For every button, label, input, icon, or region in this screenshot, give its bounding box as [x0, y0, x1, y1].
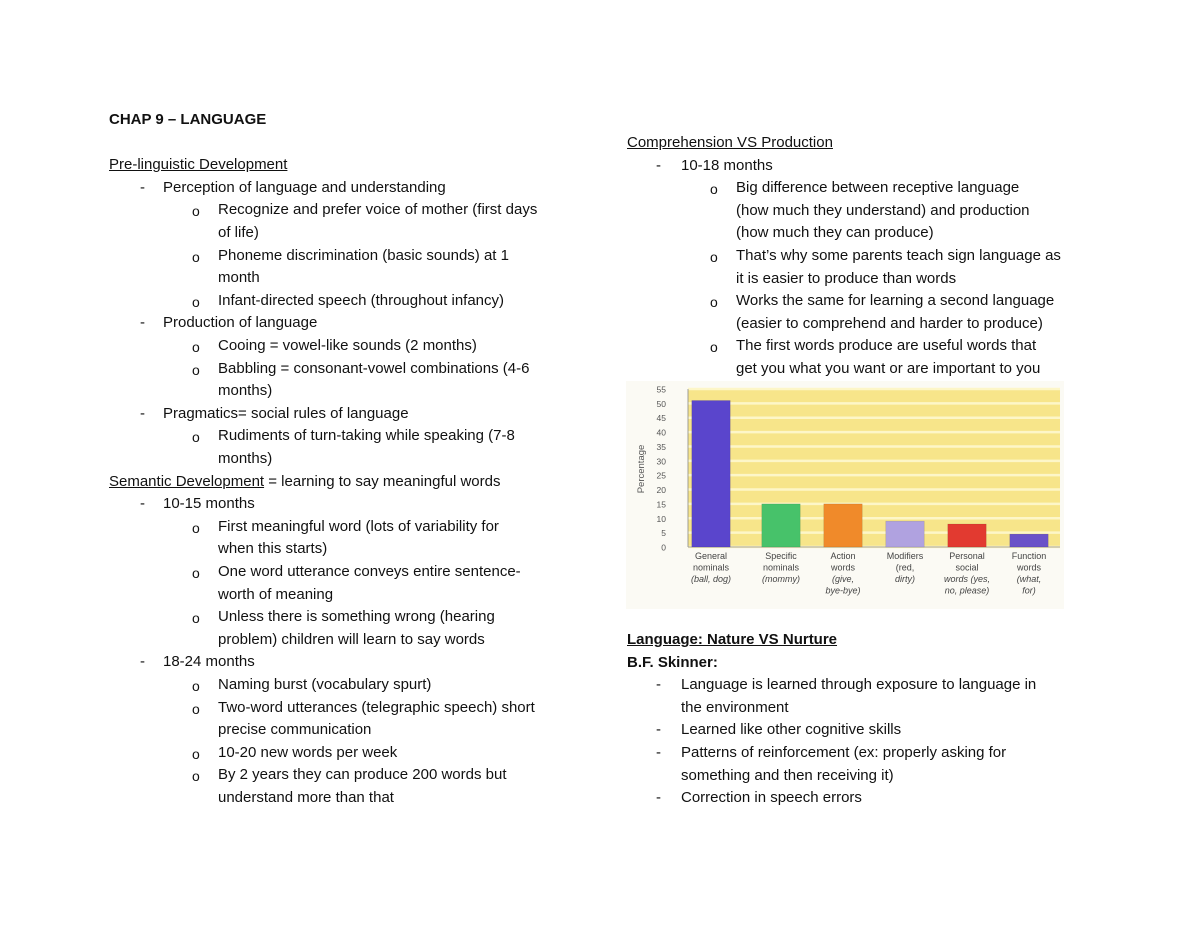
list-item-text: of life) [218, 224, 259, 241]
x-category-label: (red, [895, 562, 915, 573]
list-item-text: One word utterance conveys entire sentence- [218, 563, 521, 580]
x-category-label: (ball, dog) [690, 574, 732, 584]
list-item-text: Naming burst (vocabulary spurt) [218, 676, 432, 693]
y-tick-label: 30 [656, 456, 666, 467]
word-type-bar-chart [626, 381, 1064, 609]
list-item-text: (how much they can produce) [736, 224, 934, 242]
y-tick-label: 35 [656, 441, 666, 452]
x-category-label: (what, [1016, 574, 1042, 584]
x-category-label: General [694, 551, 728, 561]
list-item-text: months) [218, 382, 273, 400]
y-tick-label: 55 [656, 384, 666, 395]
x-category-label: Modifiers [886, 551, 924, 561]
list-item-text: By 2 years they can produce 200 words but [218, 766, 507, 784]
bullet-marker: o [192, 339, 200, 355]
dash-marker: - [140, 653, 145, 671]
x-category-label: (give, [831, 574, 855, 584]
list-item-text: Patterns of reinforcement (ex: properly asking for [681, 744, 1007, 761]
section-heading-prelinguistic: Pre-linguistic Development [109, 156, 288, 174]
dash-marker: - [656, 744, 661, 761]
bullet-marker: o [192, 293, 200, 310]
topic-pragmatics: Pragmatics= social rules of language [163, 404, 409, 422]
bullet-marker: o [192, 768, 200, 785]
bar-4 [948, 524, 986, 547]
dash-marker: - [656, 789, 661, 807]
y-tick-label: 5 [661, 528, 666, 539]
y-tick-label: 25 [656, 470, 666, 481]
y-tick-label: 10 [656, 513, 666, 524]
bullet-marker: o [710, 249, 718, 265]
dash-marker: - [656, 156, 661, 174]
list-item-text: (how much they understand) and production [736, 201, 1030, 219]
page-title: CHAP 9 – LANGUAGE [109, 111, 267, 128]
topic-18-24-months: 18-24 months [163, 653, 255, 671]
y-axis-label: Percentage [636, 444, 647, 494]
dash-marker: - [656, 721, 661, 739]
x-category-label: nominals [762, 562, 800, 573]
list-item-text: something and then receiving it) [681, 766, 894, 784]
bar-0 [692, 400, 730, 547]
list-item-text: The first words produce are useful words that [736, 337, 1037, 355]
bar-3 [886, 521, 924, 547]
list-item-text: Babbling = consonant-vowel combinations (4-6 [218, 359, 530, 377]
bullet-marker: o [192, 519, 200, 536]
topic-perception: Perception of language and understanding [163, 178, 446, 196]
list-item-text: Unless there is something wrong (hearing [218, 608, 495, 626]
bullet-marker: o [710, 339, 718, 356]
skinner-label: B.F. Skinner: [627, 653, 718, 671]
list-item-text: Two-word utterances (telegraphic speech) short [218, 698, 535, 716]
list-item-text: precise communication [218, 721, 372, 739]
x-category-label: Action [830, 551, 856, 561]
x-category-label: words (yes, [943, 574, 991, 584]
x-category-label: social [955, 562, 979, 573]
semantic-heading-label: Semantic Development [109, 472, 265, 490]
x-category-label: bye-bye) [825, 585, 861, 596]
x-category-label: Specific [765, 551, 797, 561]
plot-background [688, 389, 1060, 547]
dash-marker: - [140, 178, 145, 196]
list-item-text: the environment [681, 698, 789, 716]
list-item-text: when this starts) [218, 540, 328, 558]
bar-2 [824, 504, 862, 547]
list-item-text: Phoneme discrimination (basic sounds) at 1 [218, 246, 509, 264]
list-item-text: it is easier to produce than words [736, 269, 957, 287]
y-tick-label: 50 [656, 398, 666, 409]
list-item-text: Infant-directed speech (throughout infancy) [218, 291, 505, 309]
y-tick-label: 40 [656, 427, 666, 438]
dash-marker: - [656, 676, 661, 694]
topic-10-18-months: 10-18 months [681, 156, 773, 174]
bullet-marker: o [192, 745, 200, 762]
list-item-text: Works the same for learning a second language [736, 292, 1055, 310]
bullet-marker: o [192, 565, 200, 581]
x-category-label: (mommy) [762, 574, 800, 584]
bullet-marker: o [192, 700, 200, 717]
bullet-marker: o [192, 361, 200, 378]
y-tick-label: 0 [661, 542, 666, 553]
topic-production: Production of language [163, 314, 318, 332]
bullet-marker: o [192, 203, 200, 220]
list-item-text: Learned like other cognitive skills [681, 721, 902, 739]
bar-5 [1010, 534, 1048, 547]
x-category-label: nominals [692, 562, 730, 573]
list-item-text: Recognize and prefer voice of mother (first days [218, 201, 538, 219]
list-item-text: Cooing = vowel-like sounds (2 months) [218, 337, 477, 354]
semantic-heading-definition: = learning to say meaningful words [264, 472, 501, 490]
section-heading-comprehension: Comprehension VS Production [627, 134, 833, 151]
chart-svg [626, 381, 1064, 609]
list-item-text: Language is learned through exposure to language in [681, 676, 1037, 694]
bullet-marker: o [192, 610, 200, 627]
list-item-text: Rudiments of turn-taking while speaking (7-8 [218, 427, 515, 445]
x-category-label: Personal [949, 551, 985, 561]
section-heading-nature-nurture: Language: Nature VS Nurture [627, 631, 838, 648]
dash-marker: - [140, 404, 145, 422]
list-item-text: Correction in speech errors [681, 789, 862, 807]
bullet-marker: o [192, 678, 200, 694]
list-item-text: months) [218, 450, 273, 467]
list-item-text: understand more than that [218, 789, 394, 806]
dash-marker: - [140, 495, 145, 513]
list-item-text: Big difference between receptive language [736, 179, 1020, 197]
x-category-label: for) [1022, 585, 1036, 596]
list-item-text: First meaningful word (lots of variability for [218, 517, 499, 535]
section-heading-semantic [109, 472, 500, 494]
bullet-marker: o [192, 429, 200, 446]
x-category-label: words [1016, 562, 1042, 573]
x-category-label: words [830, 562, 856, 573]
list-item-text: That’s why some parents teach sign language as [736, 247, 1061, 264]
dash-marker: - [140, 314, 145, 332]
list-item-text: (easier to comprehend and harder to produce) [736, 314, 1043, 332]
y-tick-label: 20 [656, 485, 666, 496]
y-tick-label: 15 [656, 499, 666, 510]
list-item-text: 10-20 new words per week [218, 743, 398, 761]
list-item-text: month [218, 269, 260, 287]
bar-1 [762, 504, 800, 547]
bullet-marker: o [192, 248, 200, 265]
list-item-text: problem) children will learn to say words [218, 630, 485, 648]
x-category-label: dirty) [895, 574, 915, 584]
bullet-marker: o [710, 181, 718, 198]
topic-10-15-months: 10-15 months [163, 495, 255, 513]
x-category-label: no, please) [944, 585, 990, 596]
bullet-marker: o [710, 294, 718, 311]
x-category-label: Function [1011, 551, 1047, 561]
list-item-text: worth of meaning [218, 585, 334, 603]
list-item-text: get you what you want or are important to you [736, 360, 1041, 377]
y-tick-label: 45 [656, 413, 666, 424]
